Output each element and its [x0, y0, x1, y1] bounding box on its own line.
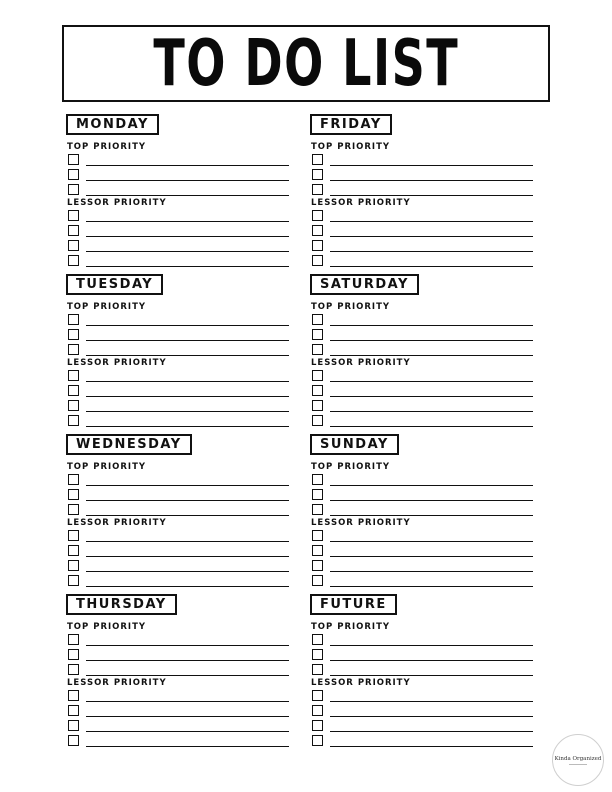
task-write-line[interactable] — [330, 195, 533, 196]
task-write-line[interactable] — [330, 746, 533, 747]
task-checkbox[interactable] — [312, 474, 323, 485]
task-checkbox[interactable] — [312, 385, 323, 396]
task-row — [311, 632, 533, 647]
top-priority-rows — [311, 312, 533, 357]
task-row — [311, 688, 533, 703]
task-write-line[interactable] — [86, 221, 289, 222]
task-write-line[interactable] — [330, 500, 533, 501]
task-checkbox[interactable] — [68, 735, 79, 746]
lessor-priority-rows — [311, 688, 533, 748]
day-label-friday: FRIDAY — [310, 114, 392, 135]
task-row — [311, 327, 533, 342]
task-row — [311, 167, 533, 182]
task-row — [311, 703, 533, 718]
task-checkbox[interactable] — [68, 545, 79, 556]
task-row — [311, 528, 533, 543]
task-checkbox[interactable] — [68, 634, 79, 645]
task-write-line[interactable] — [330, 411, 533, 412]
task-row — [311, 662, 533, 677]
task-row — [67, 662, 289, 677]
day-section-sunday — [310, 434, 540, 594]
task-write-line[interactable] — [330, 165, 533, 166]
left-column — [66, 114, 296, 754]
task-write-line[interactable] — [330, 236, 533, 237]
task-checkbox[interactable] — [68, 690, 79, 701]
task-row — [311, 558, 533, 573]
task-checkbox[interactable] — [68, 184, 79, 195]
task-write-line[interactable] — [330, 731, 533, 732]
top-priority-rows — [311, 152, 533, 197]
task-write-line[interactable] — [86, 701, 289, 702]
task-write-line[interactable] — [86, 325, 289, 326]
task-checkbox[interactable] — [68, 240, 79, 251]
task-row — [311, 312, 533, 327]
day-label-saturday: SATURDAY — [310, 274, 419, 295]
task-checkbox[interactable] — [68, 575, 79, 586]
task-checkbox[interactable] — [312, 504, 323, 515]
task-row — [311, 208, 533, 223]
lessor-priority-rows — [311, 368, 533, 428]
lessor-priority-label: LESSOR PRIORITY — [67, 678, 167, 688]
task-checkbox[interactable] — [68, 415, 79, 426]
top-priority-rows — [311, 632, 533, 677]
task-row — [311, 733, 533, 748]
task-checkbox[interactable] — [312, 720, 323, 731]
day-label-thursday: THURSDAY — [66, 594, 177, 615]
task-row — [67, 152, 289, 167]
lessor-priority-label: LESSOR PRIORITY — [311, 678, 411, 688]
task-checkbox[interactable] — [312, 545, 323, 556]
task-checkbox[interactable] — [68, 370, 79, 381]
task-row — [67, 413, 289, 428]
task-checkbox[interactable] — [312, 344, 323, 355]
task-write-line[interactable] — [330, 180, 533, 181]
task-write-line[interactable] — [86, 731, 289, 732]
task-write-line[interactable] — [86, 180, 289, 181]
task-row — [67, 558, 289, 573]
top-priority-rows — [67, 312, 289, 357]
task-checkbox[interactable] — [312, 184, 323, 195]
task-checkbox[interactable] — [312, 240, 323, 251]
task-write-line[interactable] — [86, 645, 289, 646]
task-checkbox[interactable] — [68, 649, 79, 660]
task-checkbox[interactable] — [312, 370, 323, 381]
task-checkbox[interactable] — [312, 560, 323, 571]
top-priority-label: TOP PRIORITY — [311, 622, 391, 632]
day-label-wednesday: WEDNESDAY — [66, 434, 192, 455]
day-section-tuesday — [66, 274, 296, 434]
task-checkbox[interactable] — [68, 705, 79, 716]
task-write-line[interactable] — [330, 716, 533, 717]
top-priority-rows — [67, 632, 289, 677]
top-priority-label: TOP PRIORITY — [67, 142, 147, 152]
task-row — [67, 487, 289, 502]
task-checkbox[interactable] — [312, 314, 323, 325]
task-checkbox[interactable] — [312, 575, 323, 586]
task-checkbox[interactable] — [312, 664, 323, 675]
task-write-line[interactable] — [330, 556, 533, 557]
task-write-line[interactable] — [330, 515, 533, 516]
lessor-priority-label: LESSOR PRIORITY — [67, 198, 167, 208]
task-write-line[interactable] — [330, 251, 533, 252]
task-write-line[interactable] — [330, 396, 533, 397]
task-row — [311, 543, 533, 558]
task-checkbox[interactable] — [312, 415, 323, 426]
brand-badge — [552, 734, 604, 786]
task-row — [67, 342, 289, 357]
task-write-line[interactable] — [86, 251, 289, 252]
task-row — [311, 502, 533, 517]
task-row — [67, 703, 289, 718]
task-write-line[interactable] — [86, 746, 289, 747]
lessor-priority-rows — [311, 208, 533, 268]
task-write-line[interactable] — [330, 426, 533, 427]
day-section-saturday — [310, 274, 540, 434]
task-write-line[interactable] — [330, 660, 533, 661]
task-checkbox[interactable] — [68, 329, 79, 340]
task-write-line[interactable] — [86, 426, 289, 427]
task-write-line[interactable] — [86, 236, 289, 237]
right-column — [310, 114, 540, 754]
task-row — [67, 502, 289, 517]
task-write-line[interactable] — [86, 485, 289, 486]
task-write-line[interactable] — [86, 675, 289, 676]
task-write-line[interactable] — [330, 586, 533, 587]
task-row — [311, 398, 533, 413]
task-write-line[interactable] — [86, 165, 289, 166]
task-checkbox[interactable] — [68, 720, 79, 731]
task-write-line[interactable] — [86, 571, 289, 572]
task-write-line[interactable] — [86, 340, 289, 341]
task-write-line[interactable] — [330, 485, 533, 486]
task-write-line[interactable] — [330, 571, 533, 572]
task-row — [67, 312, 289, 327]
task-checkbox[interactable] — [312, 329, 323, 340]
task-checkbox[interactable] — [312, 705, 323, 716]
day-label-sunday: SUNDAY — [310, 434, 399, 455]
day-section-monday — [66, 114, 296, 274]
task-write-line[interactable] — [330, 701, 533, 702]
task-checkbox[interactable] — [312, 489, 323, 500]
task-write-line[interactable] — [330, 675, 533, 676]
task-checkbox[interactable] — [68, 169, 79, 180]
task-row — [67, 733, 289, 748]
badge-divider — [569, 764, 587, 765]
task-row — [311, 383, 533, 398]
lessor-priority-rows — [311, 528, 533, 588]
task-checkbox[interactable] — [68, 210, 79, 221]
task-row — [311, 718, 533, 733]
task-checkbox[interactable] — [68, 314, 79, 325]
task-write-line[interactable] — [330, 645, 533, 646]
top-priority-label: TOP PRIORITY — [311, 462, 391, 472]
top-priority-rows — [67, 472, 289, 517]
task-row — [67, 208, 289, 223]
title-box — [62, 25, 550, 102]
lessor-priority-label: LESSOR PRIORITY — [67, 518, 167, 528]
task-write-line[interactable] — [86, 716, 289, 717]
task-checkbox[interactable] — [312, 210, 323, 221]
task-checkbox[interactable] — [68, 385, 79, 396]
task-checkbox[interactable] — [312, 634, 323, 645]
task-checkbox[interactable] — [68, 504, 79, 515]
task-checkbox[interactable] — [68, 154, 79, 165]
task-row — [311, 223, 533, 238]
lessor-priority-rows — [67, 528, 289, 588]
task-checkbox[interactable] — [312, 225, 323, 236]
task-row — [67, 238, 289, 253]
task-row — [67, 632, 289, 647]
task-row — [67, 688, 289, 703]
task-row — [311, 368, 533, 383]
task-checkbox[interactable] — [68, 474, 79, 485]
lessor-priority-label: LESSOR PRIORITY — [311, 198, 411, 208]
task-checkbox[interactable] — [312, 690, 323, 701]
task-row — [311, 487, 533, 502]
task-checkbox[interactable] — [312, 400, 323, 411]
task-write-line[interactable] — [86, 586, 289, 587]
task-row — [311, 573, 533, 588]
task-write-line[interactable] — [86, 515, 289, 516]
lessor-priority-rows — [67, 208, 289, 268]
task-write-line[interactable] — [330, 355, 533, 356]
task-row — [311, 413, 533, 428]
task-row — [311, 152, 533, 167]
task-checkbox[interactable] — [68, 664, 79, 675]
page-title: TO DO LIST — [153, 26, 459, 101]
top-priority-rows — [311, 472, 533, 517]
brand-badge-text: Kinda Organized — [554, 755, 602, 762]
task-row — [67, 223, 289, 238]
task-row — [67, 383, 289, 398]
task-row — [311, 342, 533, 357]
task-write-line[interactable] — [330, 340, 533, 341]
task-write-line[interactable] — [86, 541, 289, 542]
top-priority-label: TOP PRIORITY — [311, 142, 391, 152]
lessor-priority-label: LESSOR PRIORITY — [311, 518, 411, 528]
task-write-line[interactable] — [86, 500, 289, 501]
task-write-line[interactable] — [330, 381, 533, 382]
task-checkbox[interactable] — [312, 169, 323, 180]
lessor-priority-label: LESSOR PRIORITY — [67, 358, 167, 368]
task-checkbox[interactable] — [68, 560, 79, 571]
task-checkbox[interactable] — [68, 489, 79, 500]
task-row — [311, 647, 533, 662]
task-checkbox[interactable] — [312, 530, 323, 541]
task-checkbox[interactable] — [68, 344, 79, 355]
task-checkbox[interactable] — [312, 649, 323, 660]
task-row — [67, 718, 289, 733]
task-row — [67, 647, 289, 662]
day-label-monday: MONDAY — [66, 114, 159, 135]
task-write-line[interactable] — [86, 396, 289, 397]
task-write-line[interactable] — [86, 355, 289, 356]
lessor-priority-label: LESSOR PRIORITY — [311, 358, 411, 368]
top-priority-label: TOP PRIORITY — [67, 302, 147, 312]
day-label-tuesday: TUESDAY — [66, 274, 163, 295]
task-row — [67, 472, 289, 487]
task-write-line[interactable] — [330, 221, 533, 222]
task-row — [67, 182, 289, 197]
task-row — [311, 472, 533, 487]
task-row — [311, 182, 533, 197]
task-checkbox[interactable] — [68, 255, 79, 266]
lessor-priority-rows — [67, 368, 289, 428]
task-checkbox[interactable] — [312, 154, 323, 165]
task-row — [67, 398, 289, 413]
task-checkbox[interactable] — [68, 530, 79, 541]
task-write-line[interactable] — [330, 266, 533, 267]
task-write-line[interactable] — [86, 266, 289, 267]
task-write-line[interactable] — [86, 381, 289, 382]
top-priority-label: TOP PRIORITY — [67, 462, 147, 472]
task-row — [67, 573, 289, 588]
task-write-line[interactable] — [86, 556, 289, 557]
task-row — [67, 167, 289, 182]
task-row — [311, 238, 533, 253]
top-priority-label: TOP PRIORITY — [67, 622, 147, 632]
task-row — [67, 253, 289, 268]
task-write-line[interactable] — [86, 411, 289, 412]
task-write-line[interactable] — [330, 541, 533, 542]
task-row — [311, 253, 533, 268]
task-checkbox[interactable] — [68, 400, 79, 411]
day-section-thursday — [66, 594, 296, 754]
task-checkbox[interactable] — [312, 735, 323, 746]
task-row — [67, 368, 289, 383]
day-section-wednesday — [66, 434, 296, 594]
task-write-line[interactable] — [86, 660, 289, 661]
lessor-priority-rows — [67, 688, 289, 748]
top-priority-label: TOP PRIORITY — [311, 302, 391, 312]
task-row — [67, 327, 289, 342]
task-row — [67, 528, 289, 543]
task-checkbox[interactable] — [312, 255, 323, 266]
day-section-future — [310, 594, 540, 754]
task-write-line[interactable] — [86, 195, 289, 196]
task-write-line[interactable] — [330, 325, 533, 326]
top-priority-rows — [67, 152, 289, 197]
task-row — [67, 543, 289, 558]
task-checkbox[interactable] — [68, 225, 79, 236]
day-label-future: FUTURE — [310, 594, 397, 615]
day-section-friday — [310, 114, 540, 274]
